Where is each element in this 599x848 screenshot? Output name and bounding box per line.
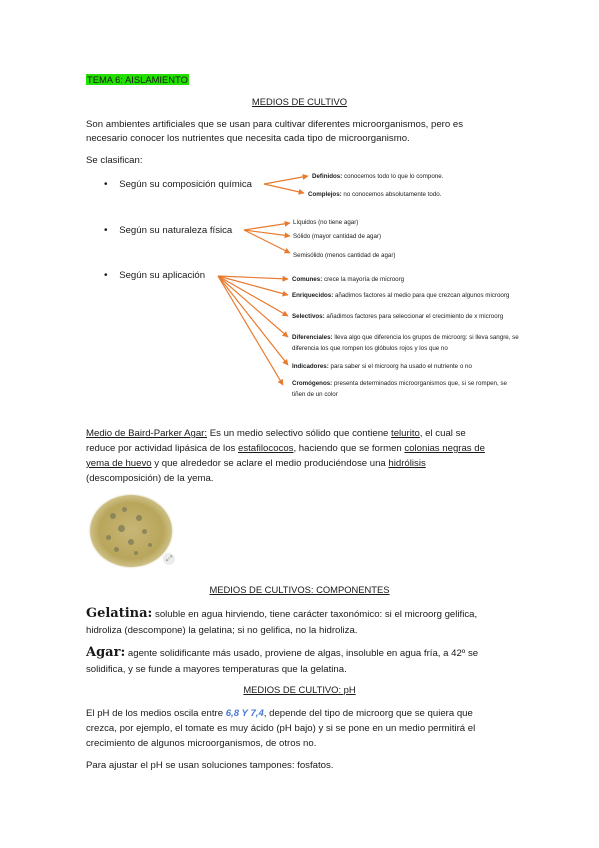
clasifican-label: Se clasifican: bbox=[86, 155, 143, 166]
agar-text: agente solidificante más usado, proviene de algas, insoluble en agua fría, a 42º se bbox=[125, 648, 479, 659]
bullet-label: Según su composición química bbox=[119, 179, 252, 190]
baird-text: , el cual se bbox=[419, 428, 466, 439]
section-title-medios: MEDIOS DE CULTIVO bbox=[251, 96, 348, 107]
petri-dish-image bbox=[90, 495, 172, 567]
arrow-liquidos bbox=[244, 223, 290, 230]
bullet-label: Según su naturaleza física bbox=[119, 225, 233, 236]
baird-line-3 bbox=[86, 456, 426, 471]
agar-line-1 bbox=[86, 645, 478, 661]
gelatina-text: soluble en agua hirviendo, tiene carácter taxonómico: si el microorg gelifica, bbox=[152, 609, 478, 620]
baird-text: y que alrededor se aclare el medio produciéndose una bbox=[151, 458, 389, 469]
ph-range: 6,8 Y 7,4 bbox=[225, 708, 264, 719]
item-diferenciales-1: Diferenciales: lleva algo que diferencia los grupos de microorg: si lleva sangre, se bbox=[292, 334, 519, 341]
section-title-componentes: MEDIOS DE CULTIVOS: COMPONENTES bbox=[209, 584, 390, 595]
intro-line-2: necesario conocer los nutrientes que necesita cada tipo de microorganismo. bbox=[86, 133, 410, 144]
baird-line-1 bbox=[86, 426, 506, 441]
item-cromogenos-2: tiñen de un color bbox=[292, 391, 338, 398]
arrow-complejos bbox=[264, 184, 304, 193]
ph-text: , depende del tipo de microorg que se quiera que bbox=[263, 708, 473, 719]
ph-line-4: Para ajustar el pH se usan soluciones tampones: fosfatos. bbox=[86, 760, 334, 771]
agar-line-2: solidifica, y se funde a mayores temperaturas que la gelatina. bbox=[86, 664, 347, 675]
gelatina-line-1 bbox=[86, 606, 477, 622]
section-title-ph: MEDIOS DE CULTIVO: pH bbox=[243, 684, 356, 695]
item-semisolido: Semisólido (menos cantidad de agar) bbox=[293, 252, 396, 259]
item-solido: Sólido (mayor cantidad de agar) bbox=[293, 233, 382, 240]
baird-line-4: (descomposición) de la yema. bbox=[86, 473, 214, 484]
baird-line-2 bbox=[86, 441, 485, 456]
term-estafilococos: estafilococos bbox=[238, 443, 294, 454]
bullet-naturaleza bbox=[104, 223, 232, 238]
arrow-definidos bbox=[264, 176, 308, 184]
term-gelatina: Gelatina: bbox=[86, 606, 153, 621]
item-enriquecidos: Enriquecidos: añadimos factores al medio para que crezcan algunos microorg bbox=[292, 292, 510, 299]
item-complejos: Complejos: no conocemos absolutamente todo. bbox=[308, 191, 442, 198]
ph-line-2: crezca, por ejemplo, el tomate es muy ácido (pH bajo) y si se pone en un medio permitirá el bbox=[86, 723, 476, 734]
baird-text: Es un medio selectivo sólido que contiene bbox=[207, 428, 392, 439]
bullet-aplicacion bbox=[104, 268, 205, 283]
item-liquidos: Líquidos (no tiene agar) bbox=[293, 219, 359, 226]
bullet-label: Según su aplicación bbox=[119, 270, 206, 281]
item-cromogenos-1: Cromógenos: presenta determinados microorganismos que, si se rompen, se bbox=[292, 380, 507, 387]
bullet-dot: • bbox=[104, 270, 108, 281]
baird-text: reduce por actividad lipásica de los bbox=[86, 443, 238, 454]
arrow-indicadores bbox=[218, 276, 288, 365]
term-colonias: colonias negras de bbox=[404, 443, 485, 454]
tema-highlight: TEMA 6: AISLAMIENTO bbox=[87, 74, 188, 85]
ph-line-3: crecimiento de algunos microorganismos, de otros no. bbox=[86, 738, 317, 749]
term-yema: yema de huevo bbox=[86, 458, 152, 469]
expand-icon[interactable]: ⤢ bbox=[163, 553, 175, 565]
item-comunes: Comunes: crece la mayoría de microorg bbox=[292, 276, 405, 283]
item-diferenciales-2: diferencia los que rompen los glóbulos rojos y los que no bbox=[292, 345, 448, 352]
item-selectivos: Selectivos: añadimos factores para seleccionar el crecimiento de x microorg bbox=[292, 313, 504, 320]
baird-title: Medio de Baird-Parker Agar: bbox=[86, 428, 208, 439]
bullet-dot: • bbox=[104, 179, 108, 190]
baird-text: , haciendo que se formen bbox=[293, 443, 405, 454]
bullet-composicion bbox=[104, 177, 252, 192]
ph-text: El pH de los medios oscila entre bbox=[86, 708, 226, 719]
gelatina-line-2: hidroliza (descompone) la gelatina; si no gelifica, no la hidroliza. bbox=[86, 625, 358, 636]
arrow-selectivos bbox=[218, 276, 288, 316]
item-indicadores: Indicadores: para saber si el microorg ha usado el nutriente o no bbox=[292, 363, 472, 370]
arrow-cromogenos bbox=[218, 276, 283, 385]
ph-line-1 bbox=[86, 706, 473, 721]
item-definidos: Definidos: conocemos todo lo que lo compone. bbox=[312, 173, 444, 180]
term-hidrolisis: hidrólisis bbox=[388, 458, 426, 469]
term-telurito: telurito bbox=[391, 428, 420, 439]
bullet-dot: • bbox=[104, 225, 108, 236]
intro-line-1: Son ambientes artificiales que se usan para cultivar diferentes microorganismos, pero es bbox=[86, 119, 464, 130]
term-agar: Agar: bbox=[86, 645, 126, 660]
